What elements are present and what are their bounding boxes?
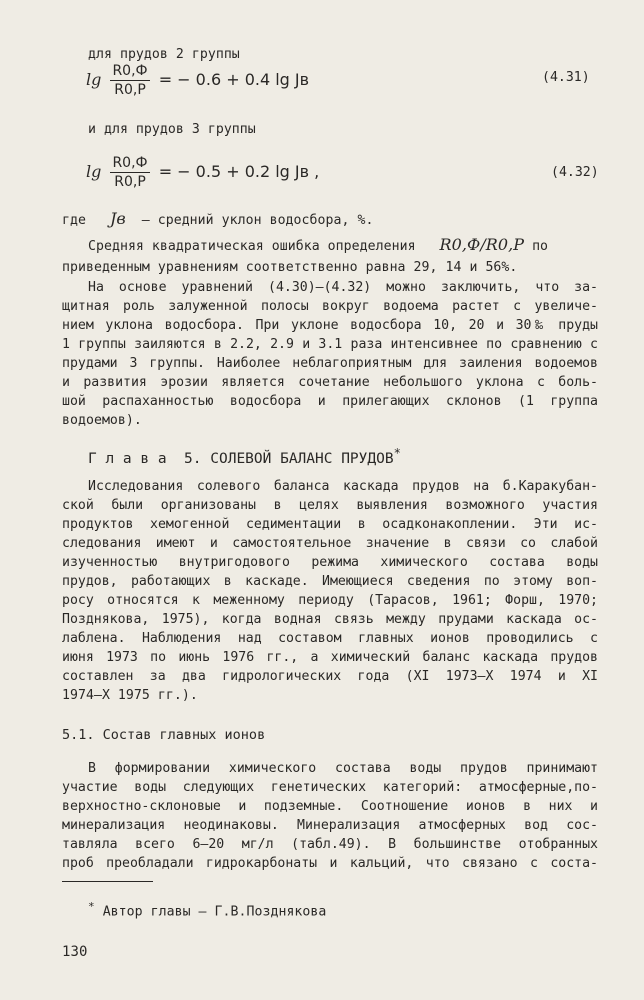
- where-symbol: Jв: [109, 209, 126, 228]
- para3-line-4: следования имеют и самостоятельное значение в связи со слабой: [62, 536, 598, 551]
- eq1-number: (4.31): [542, 70, 590, 85]
- chapter-footnote-mark: *: [393, 446, 401, 460]
- para4-line-4: минерализация неодинаковы. Минерализация атмосферных вод сос-: [62, 818, 598, 833]
- footnote: [88, 900, 326, 919]
- para2-line-1: На основе уравнений (4.30)–(4.32) можно заключить, что за-: [88, 280, 598, 295]
- eq2-numerator: R0,Ф: [112, 155, 148, 171]
- para3-line-10: июня 1973 по июнь 1976 гг., а химический баланс каскада прудов: [62, 650, 598, 665]
- eq2-denominator: R0,P: [114, 174, 146, 190]
- para3-line-7: росу относятся к меженному периоду (Тарасов, 1961; Форш, 1970;: [62, 593, 598, 608]
- footnote-rule: [62, 881, 153, 882]
- para2-line-2: щитная роль залуженной полосы вокруг водоема растет с увеличе-: [62, 299, 598, 314]
- para1-text-2: по: [532, 239, 549, 254]
- para1-line-2: приведенным уравнениям соответственно равна 29, 14 и 56%.: [62, 260, 518, 275]
- chapter-heading: [88, 446, 401, 467]
- para4-line-1: В формировании химического состава воды прудов принимают: [88, 761, 598, 776]
- para1-ratio: R0,Ф/R0,P: [439, 235, 525, 254]
- footnote-mark: *: [88, 900, 95, 913]
- eq1-rhs: = − 0.6 + 0.4 lg Jв: [158, 70, 310, 89]
- page-number: 130: [62, 944, 88, 960]
- section-heading: 5.1. Состав главных ионов: [62, 727, 266, 743]
- eq2-lg: lg: [86, 162, 102, 181]
- para3-line-8: Позднякова, 1975), когда водная связь между прудами каскада ос-: [62, 612, 598, 627]
- eq2-number: (4.32): [551, 165, 599, 180]
- para3-line-2: ской были организованы в целях выявления возможного участия: [62, 498, 598, 513]
- para2-line-6: и развития эрозии является сочетание небольшого уклона с боль-: [62, 375, 598, 390]
- where-text: – средний уклон водосбора, %.: [141, 213, 374, 228]
- para3-line-12: 1974–X 1975 гг.).: [62, 688, 198, 703]
- para2-line-7: шой распаханностью водосбора и прилегающих склонов (1 группа: [62, 394, 598, 409]
- eq1-numerator: R0,Ф: [112, 63, 148, 79]
- equation-4-32: [86, 154, 319, 191]
- eq1-fraction: [110, 62, 149, 99]
- eq1-denominator: R0,P: [114, 82, 146, 98]
- eq2-fraction: [110, 154, 149, 191]
- chapter-number: 5.: [184, 450, 202, 467]
- footnote-text: Автор главы – Г.В.Позднякова: [102, 904, 327, 920]
- para3-line-5: изученностью внутригодового режима химического состава воды: [62, 555, 598, 570]
- para2-line-8: водоемов).: [62, 413, 142, 428]
- para2-line-5: прудами 3 группы. Наиболее неблагоприятным для заиления водоемов: [62, 356, 598, 371]
- para2-line-4: 1 группы заиляются в 2.2, 2.9 и 3.1 раза интенсивнее по сравнению с: [62, 337, 598, 352]
- eq1-lg: lg: [86, 70, 102, 89]
- para1-line-1: [88, 235, 548, 254]
- chapter-label: Г л а в а: [88, 450, 167, 467]
- intro-group3: и для прудов 3 группы: [88, 122, 256, 137]
- para4-line-5: тавляла всего 6–20 мг/л (табл.49). В большинстве отобранных: [62, 837, 598, 852]
- para3-line-6: прудов, работающих в каскаде. Имеющиеся сведения по этому воп-: [62, 574, 598, 589]
- para2-line-3: нием уклона водосбора. При уклоне водосбора 10, 20 и 30‰ пруды: [62, 318, 598, 333]
- para3-line-11: составлен за два гидрологических года (XI 1973–X 1974 и XI: [62, 669, 598, 684]
- para1-text-1: Средняя квадратическая ошибка определения: [88, 239, 416, 254]
- where-prefix: где: [62, 213, 86, 228]
- intro-group2: для прудов 2 группы: [88, 47, 240, 62]
- chapter-title: СОЛЕВОЙ БАЛАНС ПРУДОВ: [210, 450, 394, 467]
- equation-4-31: [86, 62, 309, 99]
- para4-line-6: проб преобладали гидрокарбонаты и кальций, что связано с соста-: [62, 856, 598, 871]
- para4-line-3: верхностно-склоновые и подземные. Соотношение ионов в них и: [62, 799, 598, 814]
- para4-line-2: участие воды следующих генетических категорий: атмосферные,по-: [62, 780, 598, 795]
- para3-line-1: Исследования солевого баланса каскада прудов на б.Каракубан-: [88, 479, 598, 494]
- eq2-rhs: = − 0.5 + 0.2 lg Jв ,: [158, 162, 320, 181]
- para3-line-9: лаблена. Наблюдения над составом главных ионов проводились с: [62, 631, 598, 646]
- where-line: [62, 209, 373, 228]
- para3-line-3: продуктов хемогенной седиментации в осадконакоплении. Эти ис-: [62, 517, 598, 532]
